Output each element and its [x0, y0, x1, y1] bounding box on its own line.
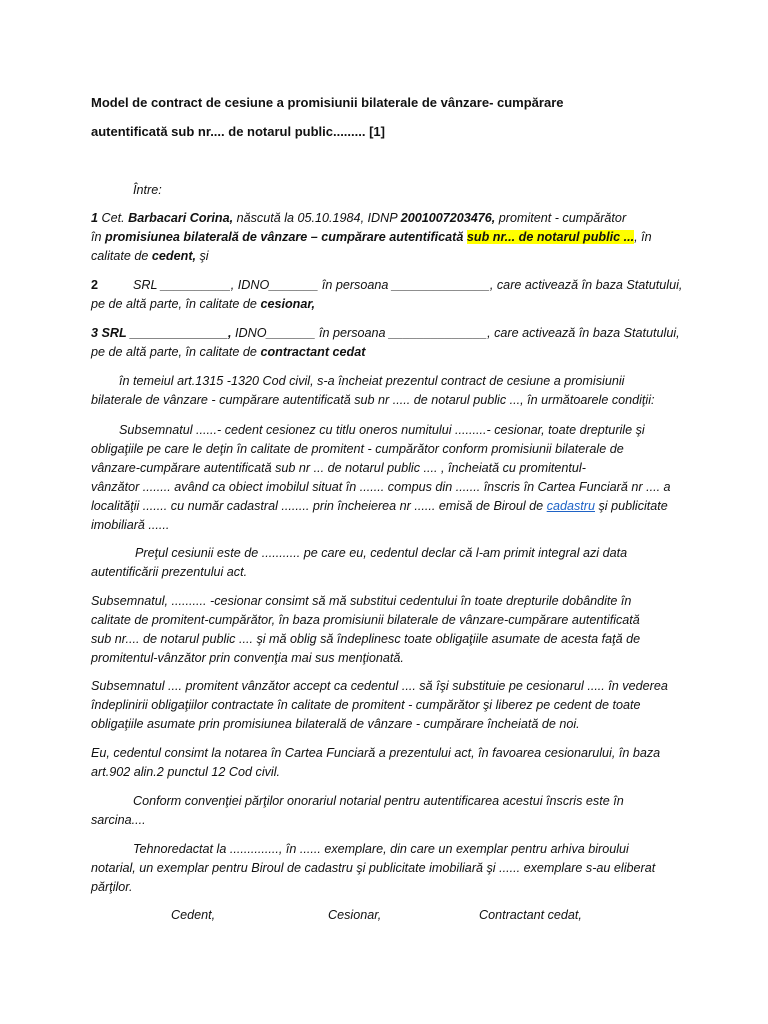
- intre-label: Între:: [133, 183, 162, 197]
- party-1-highlight: sub nr... de notarul public ...: [466, 230, 635, 244]
- party-1-name: Barbacari Corina,: [128, 211, 234, 225]
- party-1-line-1: [91, 209, 626, 227]
- tehno-line-3: părţilor.: [91, 880, 133, 894]
- cadastru-link[interactable]: cadastru: [546, 499, 595, 513]
- party-2-number: 2: [91, 278, 99, 292]
- sub1-line-2: obligaţiile pe care le deţin în calitate de promitent - cumpărător conform promisiunii bilaterale de: [91, 442, 624, 456]
- sub3-line-3: obligaţiile asumate prin promisiunea bilaterală de vânzare - cumpărare încheiată de noi.: [91, 717, 580, 731]
- party-1-calitate: calitate de: [91, 249, 152, 263]
- sub1-line-5-after-link: şi publicitate: [595, 499, 668, 513]
- sub1-line-1: Subsemnatul ......- cedent cesionez cu titlu oneros numitului .........- cesionar, toate drepturile şi: [119, 423, 645, 437]
- party-2-cesionar: cesionar,: [260, 297, 316, 311]
- tehno-line-2: notarial, un exemplar pentru Biroul de cadastru şi publicitate imobiliară şi ...... exemplare s-au eliberat: [91, 861, 656, 875]
- party-2-calitate: pe de altă parte, în calitate de: [91, 297, 261, 311]
- temei-line-2: bilaterale de vânzare - cumpărare autentificată sub nr ..... de notarul public ..., în următoarele condiţii:: [91, 393, 655, 407]
- party-3-calitate: pe de altă parte, în calitate de: [91, 345, 261, 359]
- eu-line-1: Eu, cedentul consimt la notarea în Cartea Funciară a prezentului act, în favoarea cesionarului, în baza: [91, 746, 661, 760]
- sub1-line-5: [91, 497, 668, 515]
- pret-line-1: Preţul cesiunii este de ........... pe care eu, cedentul declar că l-am primit integral azi data: [135, 546, 628, 560]
- party-3-cedat: contractant cedat: [260, 345, 366, 359]
- tehno-line-1: Tehnoredactat la .............., în ...... exemplare, din care un exemplar pentru arhiva biroului: [133, 842, 629, 856]
- party-3-line-2: [91, 343, 365, 361]
- document-title-line-2: autentificată sub nr.... de notarul public......... [1]: [91, 124, 385, 139]
- conform-line-1: Conform convenţiei părţilor onorariul notarial pentru autentificarea acestui înscris este în: [133, 794, 624, 808]
- party-1-role: promitent - cumpărător: [495, 211, 627, 225]
- party-1-born: născută la 05.10.1984, IDNP: [233, 211, 401, 225]
- party-1-idnp: 2001007203476,: [400, 211, 496, 225]
- eu-line-2: art.902 alin.2 punctul 12 Cod civil.: [91, 765, 281, 779]
- signature-contractant-cedat: Contractant cedat,: [479, 908, 582, 922]
- signature-cesionar: Cesionar,: [328, 908, 382, 922]
- party-1-in: în: [91, 230, 106, 244]
- party-1-cet: Cet.: [98, 211, 129, 225]
- sub1-line-6: imobiliară ......: [91, 518, 170, 532]
- party-1-number: 1: [91, 211, 99, 225]
- party-3-text: IDNO_______ în persoana ______________, care activează în baza Statutului,: [231, 326, 680, 340]
- sub3-line-2: îndeplinirii obligaţiilor contractate în calitate de promitent - cumpărător şi liberez pe cedent de toate: [91, 698, 641, 712]
- party-3-line-1: [91, 324, 680, 342]
- party-1-promise: promisiunea bilaterală de vânzare – cumpărare autentificată: [105, 230, 467, 244]
- signature-cedent: Cedent,: [171, 908, 216, 922]
- sub2-line-2: calitate de promitent-cumpărător, în baza promisiunii bilaterale de vânzare-cumpărare autentificată: [91, 613, 640, 627]
- document-title-line-1: Model de contract de cesiune a promisiunii bilaterale de vânzare- cumpărare: [91, 95, 564, 110]
- pret-line-2: autentificării prezentului act.: [91, 565, 248, 579]
- sub1-line-3: vânzare-cumpărare autentificată sub nr ... de notarul public .... , încheiată cu promitentul-: [91, 461, 586, 475]
- sub2-line-3: sub nr.... de notarul public .... şi mă oblig să îndeplinesc toate obligaţiile asumate de acesta faţă de: [91, 632, 641, 646]
- party-3-label: 3 SRL ______________,: [91, 326, 232, 340]
- party-1-cedent: cedent,: [151, 249, 197, 263]
- sub2-line-1: Subsemnatul, .......... -cesionar consimt să mă substitui cedentului în toate drepturile dobândite în: [91, 594, 632, 608]
- party-1-line-2: [91, 228, 652, 246]
- party-1-comma-in: , în: [634, 230, 652, 244]
- sub1-line-5-text: localităţii ....... cu număr cadastral ........ prin încheierea nr ...... emisă de Biroul de: [91, 499, 547, 513]
- party-1-si: şi: [196, 249, 209, 263]
- sub3-line-1: Subsemnatul .... promitent vânzător accept ca cedentul .... să îşi substituie pe cesionarul ..... în vederea: [91, 679, 668, 693]
- party-2-line-1: SRL __________, IDNO_______ în persoana ______________, care activează în baza Statutului,: [133, 278, 683, 292]
- conform-line-2: sarcina....: [91, 813, 146, 827]
- sub2-line-4: promitentul-vânzător prin convenţia mai sus menţionată.: [91, 651, 404, 665]
- party-2-line-2: [91, 295, 315, 313]
- sub1-line-4: vânzător ........ având ca obiect imobilul situat în ....... compus din ....... înscris în Cartea Funciară nr .... a: [91, 480, 671, 494]
- party-1-line-3: [91, 247, 209, 265]
- temei-line-1: în temeiul art.1315 -1320 Cod civil, s-a încheiat prezentul contract de cesiune a promisiunii: [119, 374, 625, 388]
